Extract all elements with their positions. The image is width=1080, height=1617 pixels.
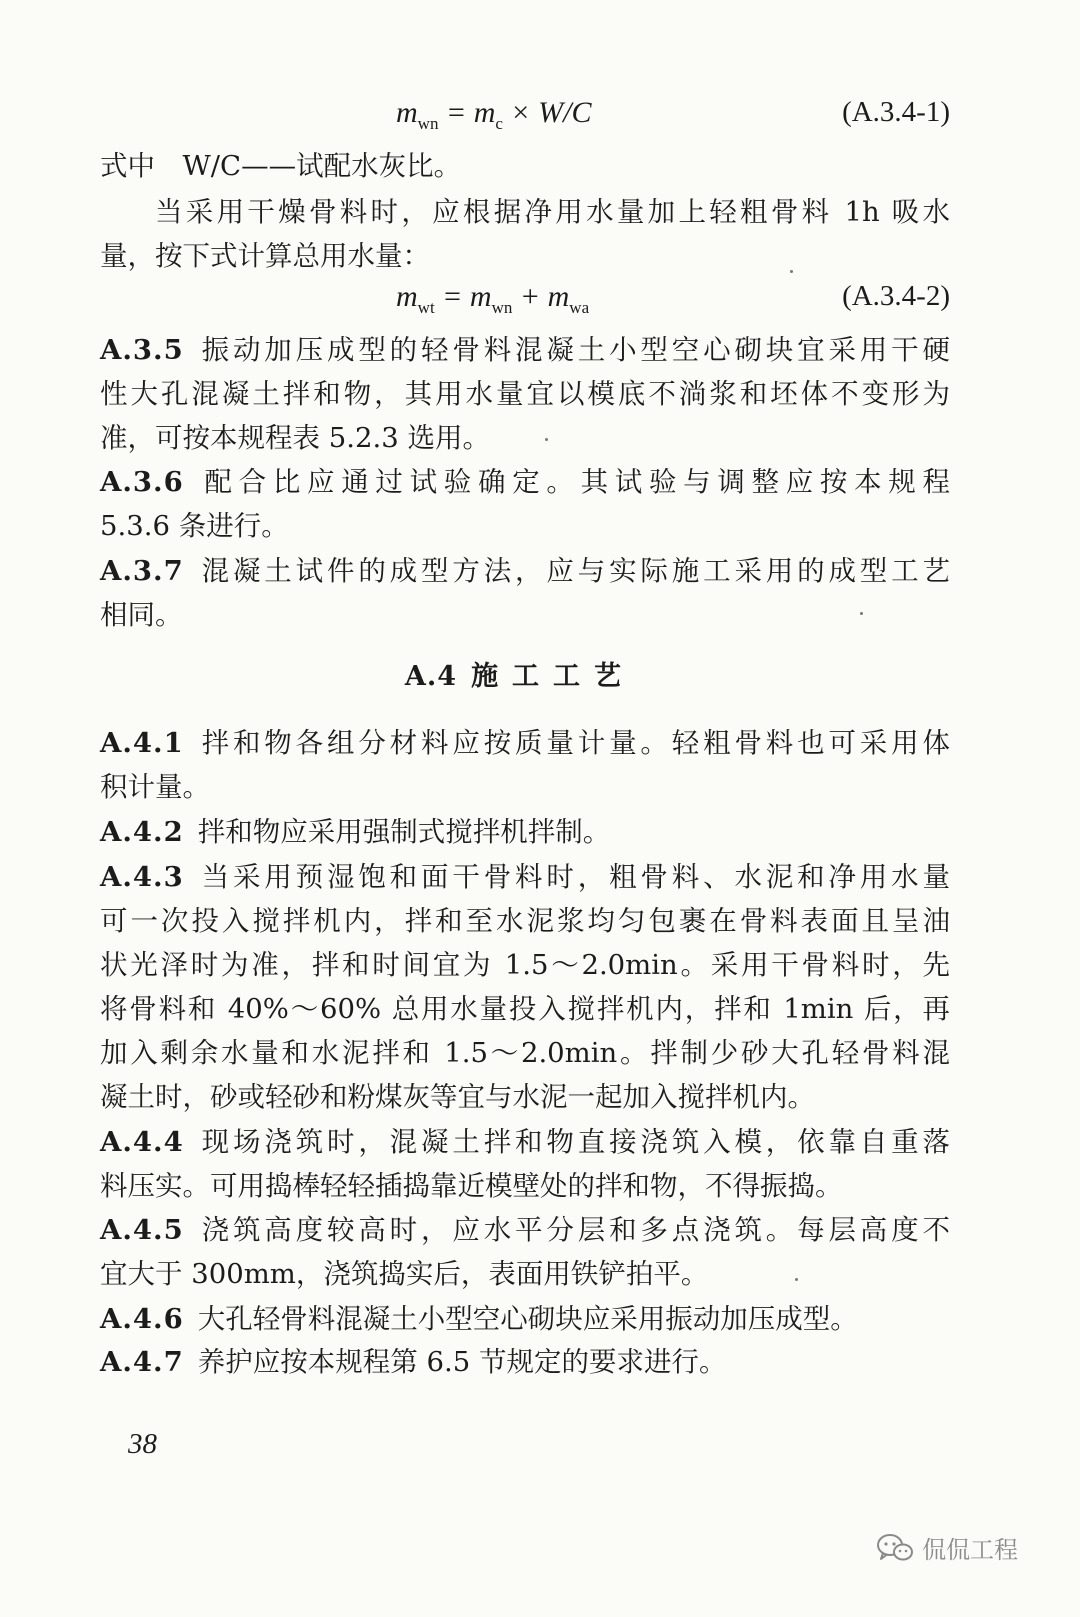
clause-number: A.3.6 <box>100 466 184 498</box>
equation-a341 <box>100 96 950 140</box>
clause-a35-line: A.3.5 振动加压成型的轻骨料混凝土小型空心砌块宜采用干硬 <box>100 334 950 366</box>
clause-a45-line: A.4.5 浇筑高度较高时，应水平分层和多点浇筑。每层高度不 <box>100 1214 950 1246</box>
equation-formula: $m_{wt} = m_{wn} + m_{wa}$ <box>396 280 590 317</box>
paragraph-line: 当采用干燥骨料时，应根据净用水量加上轻粗骨料 1h 吸水 <box>155 196 950 228</box>
clause-a47-line: A.4.7 养护应按本规程第 6.5 节规定的要求进行。 <box>100 1346 727 1378</box>
wechat-icon <box>876 1532 914 1564</box>
paragraph-line: 量，按下式计算总用水量： <box>100 240 430 272</box>
equation-a342 <box>100 280 950 324</box>
equation-formula: $m_{wn} = m_c \times W/C$ <box>396 96 592 133</box>
clause-a36-line: A.3.6 配合比应通过试验确定。其试验与调整应按本规程 <box>100 466 950 498</box>
clause-a37-line: 相同。 <box>100 599 183 631</box>
clause-a36-line: 5.3.6 条进行。 <box>100 510 289 542</box>
section-number: A.4 <box>404 661 458 692</box>
clause-a35-line: 性大孔混凝土拌和物，其用水量宜以模底不淌浆和坯体不变形为 <box>100 378 950 410</box>
clause-a35-line: 准，可按本规程表 5.2.3 选用。 <box>100 422 490 454</box>
watermark <box>876 1530 1018 1565</box>
clause-a44-line: 料压实。可用捣棒轻轻插捣靠近模壁处的拌和物，不得振捣。 <box>100 1170 843 1202</box>
scan-speck <box>790 270 793 273</box>
clause-number: A.4.1 <box>100 727 184 759</box>
clause-number: A.4.4 <box>100 1126 184 1158</box>
scan-speck <box>860 612 863 615</box>
clause-a41-line: 积计量。 <box>100 771 210 803</box>
clause-a43-line: 将骨料和 40%～60% 总用水量投入搅拌机内，拌和 1min 后，再 <box>100 993 950 1025</box>
clause-a37-line: A.3.7 混凝土试件的成型方法，应与实际施工采用的成型工艺 <box>100 555 950 587</box>
clause-a46-line: A.4.6 大孔轻骨料混凝土小型空心砌块应采用振动加压成型。 <box>100 1303 858 1335</box>
clause-a43-line: 状光泽时为准，拌和时间宜为 1.5～2.0min。采用干骨料时，先 <box>100 949 950 981</box>
clause-a45-line: 宜大于 300mm，浇筑捣实后，表面用铁铲拍平。 <box>100 1258 709 1290</box>
clause-a43-line: 凝土时，砂或轻砂和粉煤灰等宜与水泥一起加入搅拌机内。 <box>100 1081 815 1113</box>
page-number: 38 <box>128 1428 157 1460</box>
clause-a41-line: A.4.1 拌和物各组分材料应按质量计量。轻粗骨料也可采用体 <box>100 727 950 759</box>
where-line: 式中 W/C——试配水灰比。 <box>100 150 462 182</box>
clause-number: A.3.5 <box>100 334 184 366</box>
clause-number: A.4.6 <box>100 1303 184 1335</box>
scan-speck <box>545 438 548 441</box>
clause-number: A.4.5 <box>100 1214 184 1246</box>
equation-number: (A.3.4-1) <box>842 96 950 128</box>
scan-speck <box>795 1278 798 1281</box>
watermark-text: 侃侃工程 <box>922 1536 1018 1564</box>
section-title <box>0 655 1040 699</box>
clause-a43-line: 可一次投入搅拌机内，拌和至水泥浆均匀包裹在骨料表面且呈油 <box>100 905 950 937</box>
clause-a43-line: A.4.3 当采用预湿饱和面干骨料时，粗骨料、水泥和净用水量 <box>100 861 950 893</box>
equation-number: (A.3.4-2) <box>842 280 950 312</box>
clause-a43-line: 加入剩余水量和水泥拌和 1.5～2.0min。拌制少砂大孔轻骨料混 <box>100 1037 950 1069</box>
clause-number: A.4.2 <box>100 816 184 848</box>
clause-number: A.3.7 <box>100 555 184 587</box>
clause-a42-line: A.4.2 拌和物应采用强制式搅拌机拌制。 <box>100 816 611 848</box>
section-name: 施工工艺 <box>471 661 636 692</box>
clause-a44-line: A.4.4 现场浇筑时，混凝土拌和物直接浇筑入模，依靠自重落 <box>100 1126 950 1158</box>
clause-number: A.4.7 <box>100 1346 184 1378</box>
clause-number: A.4.3 <box>100 861 184 893</box>
